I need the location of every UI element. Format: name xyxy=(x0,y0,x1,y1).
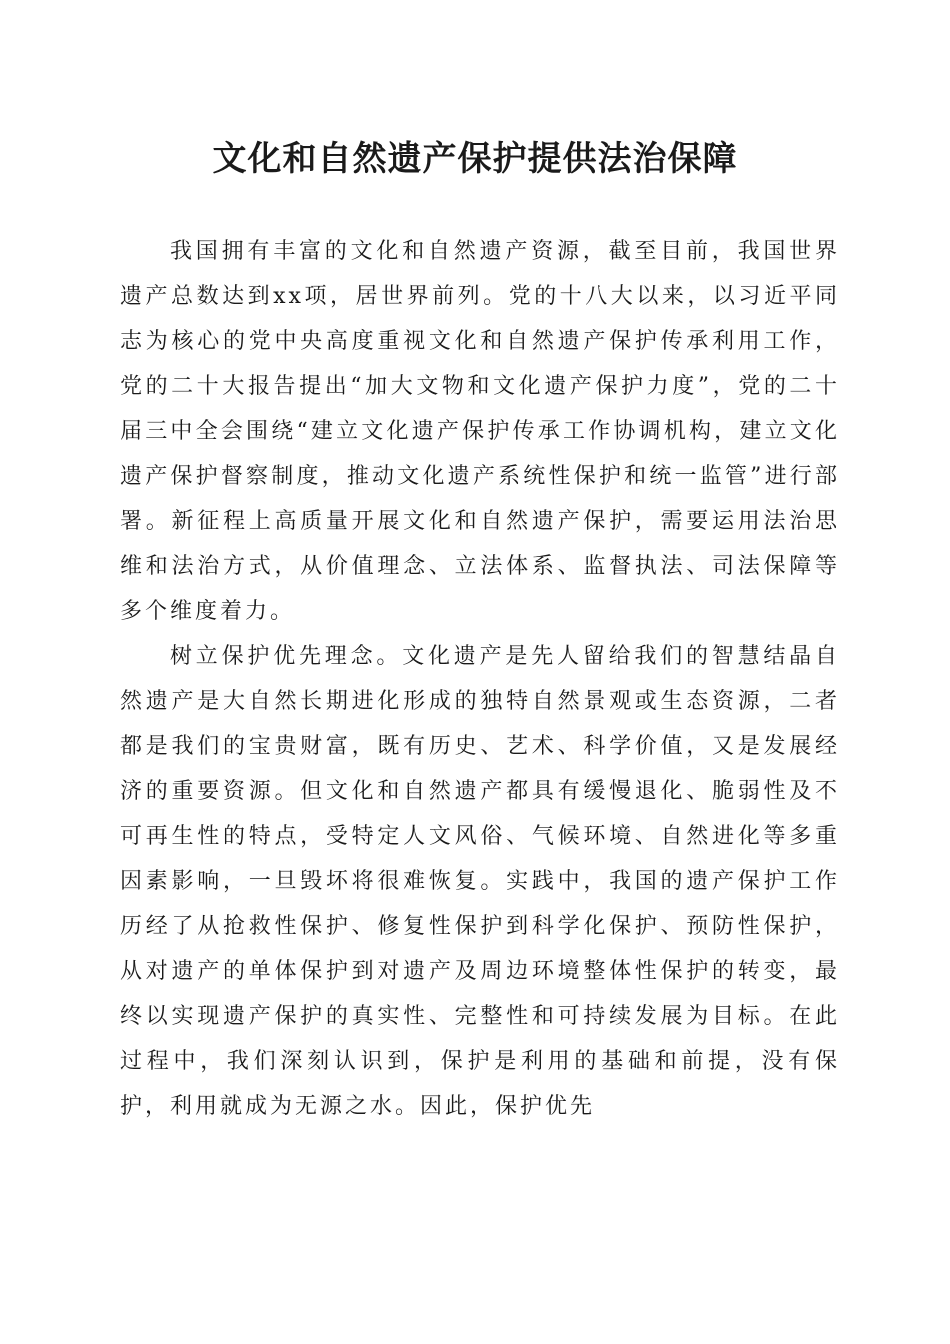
paragraph-intro: 我国拥有丰富的文化和自然遗产资源，截至目前，我国世界遗产总数达到xx项，居世界前列。党的十八大以来，以习近平同志为核心的党中央高度重视文化和自然遗产保护传承利用工作，党的二十大报告提出“加大文物和文化遗产保护力度”，党的二十届三中全会围绕“建立文化遗产保护传承工作协调机构，建立文化遗产保护督察制度，推动文化遗产系统性保护和统一监管”进行部署。新征程上高质量开展文化和自然遗产保护，需要运用法治思维和法治方式，从价值理念、立法体系、监督执法、司法保障等多个维度着力。 xyxy=(120,239,840,624)
document-body xyxy=(120,229,840,1129)
document-title: 文化和自然遗产保护提供法治保障 xyxy=(212,139,738,179)
paragraph-protection-priority: 树立保护优先理念。文化遗产是先人留给我们的智慧结晶自然遗产是大自然长期进化形成的独特自然景观或生态资源，二者都是我们的宝贵财富，既有历史、艺术、科学价值，又是发展经济的重要资源。但文化和自然遗产都具有缓慢退化、脆弱性及不可再生性的特点，受特定人文风俗、气候环境、自然进化等多重因素影响，一旦毁坏将很难恢复。实践中，我国的遗产保护工作历经了从抢救性保护、修复性保护到科学化保护、预防性保护，从对遗产的单体保护到对遗产及周边环境整体性保护的转变，最终以实现遗产保护的真实性、完整性和可持续发展为目标。在此过程中，我们深刻认识到，保护是利用的基础和前提，没有保护，利用就成为无源之水。因此，保护优先 xyxy=(120,644,840,1119)
